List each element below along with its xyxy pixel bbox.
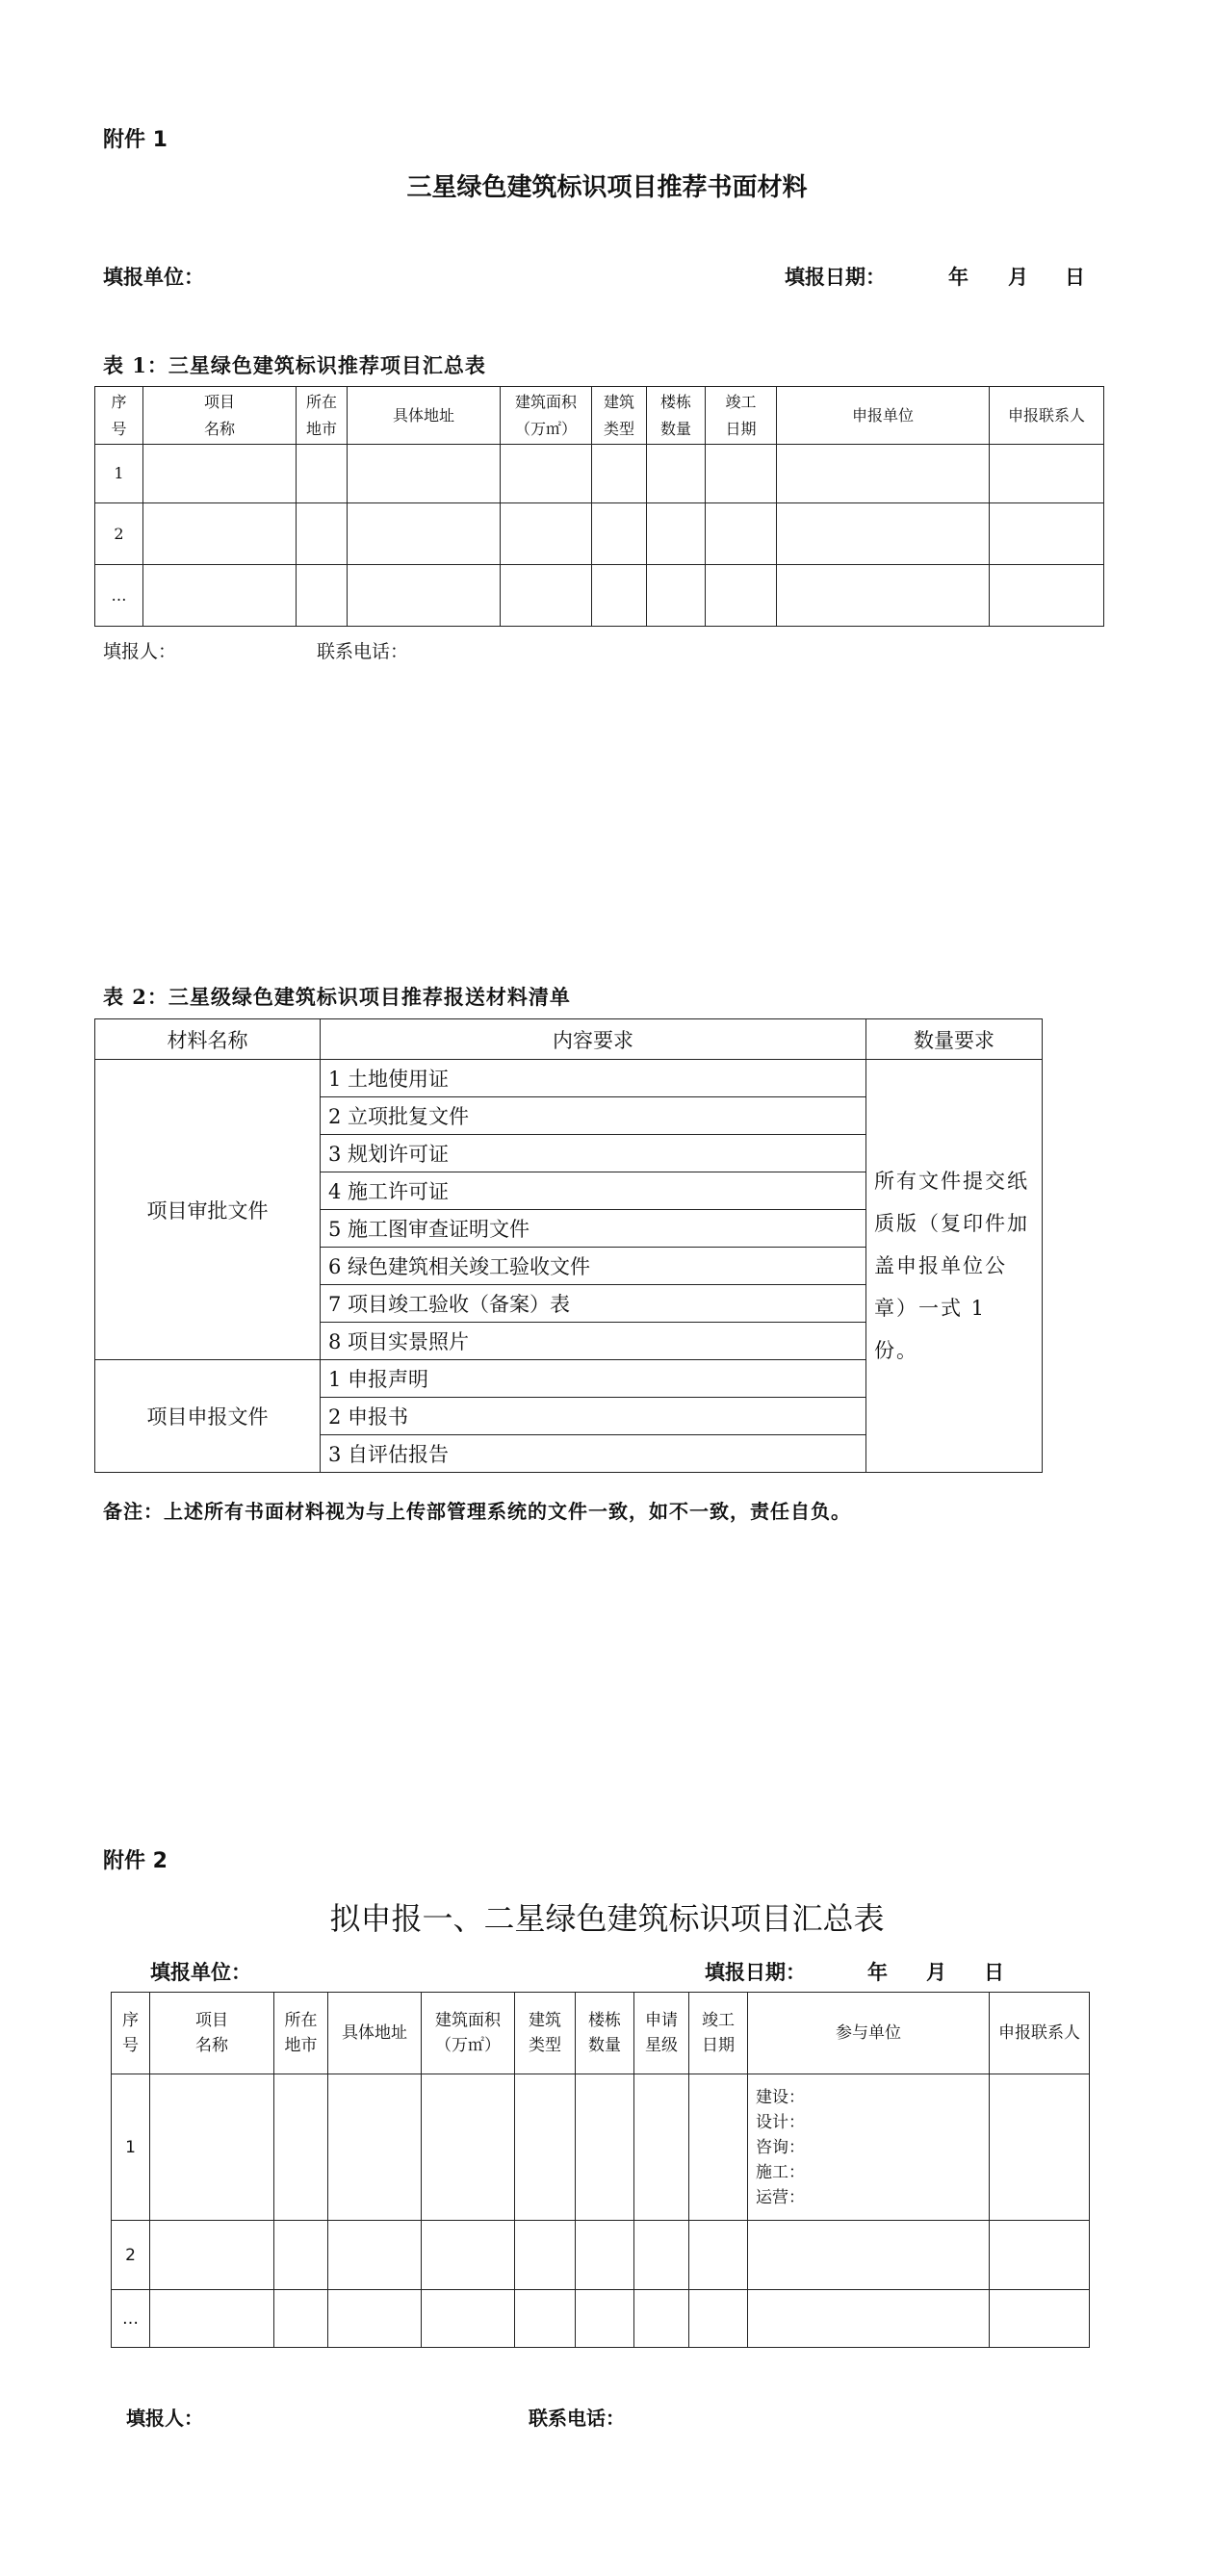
participant-units[interactable] [748, 2074, 990, 2221]
party-operation: 运营： [756, 2187, 805, 2207]
header-city: 所在 地市 [274, 1993, 328, 2074]
material-item: 8 项目实景照片 [321, 1323, 866, 1360]
header-completion-date: 竣工 日期 [706, 387, 777, 445]
fill-unit-label: 填报单位： [150, 1961, 251, 1984]
fill-date-label: 填报日期： [705, 1961, 806, 1984]
list-item [95, 1060, 1043, 1097]
row-index: … [112, 2290, 150, 2348]
attachment-2-title: 拟申报一、二星绿色建筑标识项目汇总表 [329, 1900, 885, 1937]
row-index: 2 [95, 503, 143, 565]
header-area: 建筑面积 （万㎡） [422, 1993, 515, 2074]
phone-label: 联系电话： [529, 2407, 625, 2430]
material-item: 5 施工图审查证明文件 [321, 1210, 866, 1248]
filler-label: 填报人： [126, 2407, 203, 2430]
fill-unit-label: 填报单位： [103, 266, 204, 289]
table-row [112, 2074, 1090, 2221]
row-index: 1 [95, 445, 143, 503]
party-contractor: 施工： [756, 2162, 805, 2182]
table2-caption: 表 2：三星级绿色建筑标识项目推荐报送材料清单 [103, 985, 571, 1009]
quantity-requirement-text: 所有文件提交纸质版（复印件加盖申报单位公章）一式 1 份。 [866, 1060, 1043, 1473]
month-label: 月 [1008, 266, 1028, 289]
row-index: 1 [112, 2074, 150, 2221]
day-label: 日 [984, 1961, 1004, 1984]
header-applicant: 申报单位 [777, 387, 990, 445]
material-item: 3 自评估报告 [321, 1435, 866, 1473]
summary-table-2 [111, 1992, 1090, 2348]
remark-text: 备注：上述所有书面材料视为与上传部管理系统的文件一致，如不一致，责任自负。 [103, 1500, 851, 1523]
header-index: 序 号 [95, 387, 143, 445]
header-star-level: 申请 星级 [634, 1993, 689, 2074]
header-building-type: 建筑 类型 [592, 387, 647, 445]
header-contact: 申报联系人 [990, 387, 1104, 445]
material-item: 2 立项批复文件 [321, 1097, 866, 1135]
material-item: 1 土地使用证 [321, 1060, 866, 1097]
day-label: 日 [1065, 266, 1085, 289]
header-building-type: 建筑 类型 [515, 1993, 576, 2074]
header-contact: 申报联系人 [990, 1993, 1090, 2074]
header-completion-date: 竣工 日期 [689, 1993, 748, 2074]
materials-table [94, 1018, 1043, 1473]
header-city: 所在 地市 [297, 387, 348, 445]
attachment-1-label: 附件 1 [103, 128, 168, 152]
material-item: 3 规划许可证 [321, 1135, 866, 1172]
table-row [95, 503, 1104, 565]
material-item: 1 申报声明 [321, 1360, 866, 1398]
header-address: 具体地址 [348, 387, 501, 445]
party-construction: 建设： [756, 2087, 805, 2107]
header-project-name: 项目 名称 [150, 1993, 274, 2074]
header-project-name: 项目 名称 [143, 387, 297, 445]
header-content-requirement: 内容要求 [321, 1019, 866, 1060]
phone-label: 联系电话： [317, 641, 409, 662]
header-building-count: 楼栋 数量 [576, 1993, 634, 2074]
header-participants: 参与单位 [748, 1993, 990, 2074]
material-item: 7 项目竣工验收（备案）表 [321, 1285, 866, 1323]
year-label: 年 [948, 266, 969, 289]
year-label: 年 [867, 1961, 888, 1984]
table1-header-row [95, 387, 1104, 445]
header-quantity-requirement: 数量要求 [866, 1019, 1043, 1060]
header-area: 建筑面积 （万㎡） [501, 387, 592, 445]
party-consulting: 咨询： [756, 2137, 805, 2157]
table2b-header-row [112, 1993, 1090, 2074]
header-address: 具体地址 [328, 1993, 422, 2074]
filler-label: 填报人： [103, 641, 177, 662]
month-label: 月 [926, 1961, 946, 1984]
material-item: 2 申报书 [321, 1398, 866, 1435]
attachment-2-label: 附件 2 [103, 1849, 168, 1873]
header-material-name: 材料名称 [95, 1019, 321, 1060]
row-index: 2 [112, 2221, 150, 2290]
party-design: 设计： [756, 2112, 805, 2132]
table2-header-row [95, 1019, 1043, 1060]
summary-table-1 [94, 386, 1104, 627]
attachment-1-title: 三星绿色建筑标识项目推荐书面材料 [406, 173, 808, 202]
row-index: … [95, 565, 143, 627]
header-index: 序 号 [112, 1993, 150, 2074]
group-approval-docs: 项目审批文件 [95, 1060, 321, 1360]
table1-caption: 表 1：三星绿色建筑标识推荐项目汇总表 [103, 353, 486, 377]
material-item: 4 施工许可证 [321, 1172, 866, 1210]
table-row [95, 445, 1104, 503]
table-row [112, 2221, 1090, 2290]
table-row [95, 565, 1104, 627]
group-application-docs: 项目申报文件 [95, 1360, 321, 1473]
material-item: 6 绿色建筑相关竣工验收文件 [321, 1248, 866, 1285]
table-row [112, 2290, 1090, 2348]
header-building-count: 楼栋 数量 [647, 387, 706, 445]
fill-date-label: 填报日期： [785, 266, 886, 289]
